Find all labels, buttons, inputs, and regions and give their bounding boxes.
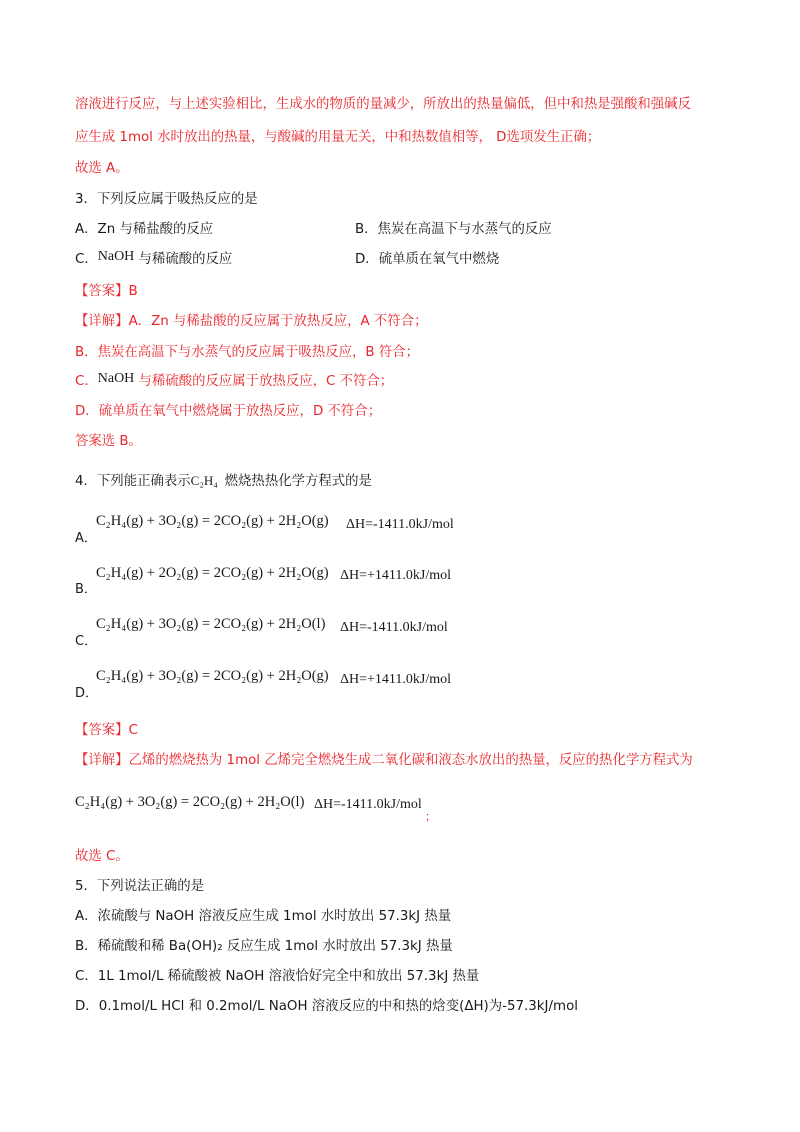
q4-option-c-equation: C₂H₄(g) + 3O₂(g) = 2CO₂(g) + 2H₂O(l) <box>96 616 326 632</box>
q3-detail-a <box>75 313 427 331</box>
q3-conclusion: 答案选 B。 <box>75 434 143 449</box>
q4-option-d-equation: C₂H₄(g) + 3O₂(g) = 2CO₂(g) + 2H₂O(g) <box>96 668 329 684</box>
q4-stem-prefix: 4．下列能正确表示 <box>75 474 191 489</box>
q5-option-b: B．稀硫酸和稀 Ba(OH)₂ 反应生成 1mol 水时放出 57.3kJ 热量 <box>75 939 453 954</box>
q3-detail-tag: 【详解】 <box>75 314 129 329</box>
q4-stem <box>75 473 372 491</box>
q3-option-c-text: 与稀硫酸的反应 <box>134 252 233 267</box>
q4-answer: 【答案】C <box>75 723 138 738</box>
q4-detail-text: 乙烯的燃烧热为 1mol 乙烯完全燃烧生成二氧化碳和液态水放出的热量，反应的热化学方程式为 <box>128 753 693 768</box>
prev-detail-line-2: 应生成 1mol 水时放出的热量，与酸碱的用量无关，中和热数值相等， D选项发生正确； <box>75 130 601 145</box>
q3-detail-c-text: 与稀硫酸的反应属于放热反应，C 不符合； <box>134 374 394 389</box>
q4-stem-formula: C₂H₄ <box>190 473 218 488</box>
q4-detail-equation: C₂H₄(g) + 3O₂(g) = 2CO₂(g) + 2H₂O(l) <box>75 794 305 810</box>
q4-option-c-label: C． <box>75 634 98 649</box>
q3-option-d: D．硫单质在氧气中燃烧 <box>355 252 500 267</box>
q4-detail-enthalpy: ΔH=-1411.0kJ/mol <box>314 797 422 812</box>
q4-option-c-enthalpy: ΔH=-1411.0kJ/mol <box>340 620 448 635</box>
q3-answer: 【答案】B <box>75 284 138 299</box>
q4-option-a-enthalpy: ΔH=-1411.0kJ/mol <box>346 517 454 532</box>
q4-option-b-equation: C₂H₄(g) + 2O₂(g) = 2CO₂(g) + 2H₂O(g) <box>96 565 329 581</box>
q4-detail-semicolon: ； <box>425 810 436 823</box>
q4-stem-suffix: 燃烧热热化学方程式的是 <box>224 474 372 489</box>
q3-detail-a-text: A．Zn 与稀盐酸的反应属于放热反应，A 不符合； <box>128 314 428 329</box>
q3-option-c-formula: NaOH <box>97 249 135 264</box>
q5-option-a: A．浓硫酸与 NaOH 溶液反应生成 1mol 水时放出 57.3kJ 热量 <box>75 909 452 924</box>
q3-option-a: A．Zn 与稀盐酸的反应 <box>75 222 214 237</box>
q3-stem: 3．下列反应属于吸热反应的是 <box>75 192 258 207</box>
q3-option-b: B．焦炭在高温下与水蒸气的反应 <box>355 222 552 237</box>
q5-stem: 5．下列说法正确的是 <box>75 879 205 894</box>
q3-detail-c <box>75 373 393 391</box>
q3-option-c <box>75 251 232 269</box>
prev-detail-line-1: 溶液进行反应，与上述实验相比，生成水的物质的量减少，所放出的热量偏低，但中和热是强酸和强碱反 <box>75 97 691 112</box>
q4-conclusion: 故选 C。 <box>75 849 129 864</box>
q5-option-c: C．1L 1mol/L 稀硫酸被 NaOH 溶液恰好完全中和放出 57.3kJ 热量 <box>75 969 480 984</box>
q4-detail <box>75 752 693 770</box>
q4-option-b-enthalpy: ΔH=+1411.0kJ/mol <box>340 568 452 583</box>
q3-detail-b: B．焦炭在高温下与水蒸气的反应属于吸热反应，B 符合； <box>75 345 420 360</box>
q3-detail-c-label: C． <box>75 374 98 389</box>
q3-detail-c-formula: NaOH <box>97 371 135 386</box>
q4-option-b-label: B． <box>75 582 97 597</box>
q3-option-c-label: C． <box>75 252 98 267</box>
q4-option-d-enthalpy: ΔH=+1411.0kJ/mol <box>340 672 452 687</box>
q3-detail-d: D．硫单质在氧气中燃烧属于放热反应，D 不符合； <box>75 404 382 419</box>
prev-conclusion: 故选 A。 <box>75 161 129 176</box>
q4-option-a-equation: C₂H₄(g) + 3O₂(g) = 2CO₂(g) + 2H₂O(g) <box>96 513 329 529</box>
q4-option-a-label: A． <box>75 531 97 546</box>
q4-detail-tag: 【详解】 <box>75 753 129 768</box>
q4-option-d-label: D． <box>75 686 99 701</box>
q5-option-d: D．0.1mol/L HCl 和 0.2mol/L NaOH 溶液反应的中和热的焓变(ΔH)为-57.3kJ/mol <box>75 999 578 1014</box>
